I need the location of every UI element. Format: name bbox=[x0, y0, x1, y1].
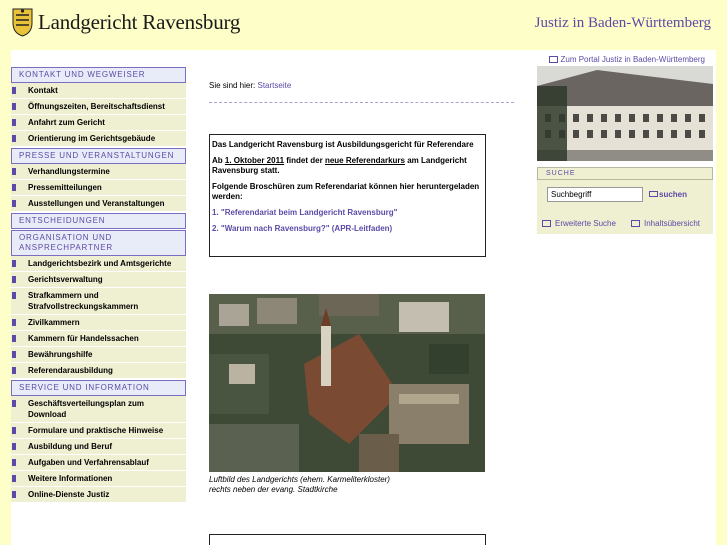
search-button[interactable] bbox=[649, 190, 687, 199]
nav-item-label: Kammern für Handelssachen bbox=[28, 334, 139, 343]
nav-item-label: Ausbildung und Beruf bbox=[28, 442, 112, 451]
nav-heading-service[interactable]: SERVICE UND INFORMATION bbox=[11, 380, 186, 396]
brochure-link-2[interactable]: 2. "Warum nach Ravensburg?" (APR-Leitfaden) bbox=[212, 224, 393, 233]
bullet-icon bbox=[12, 400, 16, 407]
nav-item-label: Geschäftsverteilungsplan zum Download bbox=[28, 399, 145, 419]
photo-caption bbox=[209, 475, 390, 495]
bullet-icon bbox=[12, 135, 16, 142]
bullet-icon bbox=[12, 427, 16, 434]
advanced-search-link[interactable] bbox=[542, 219, 616, 228]
portal-title[interactable]: Justiz in Baden-Württemberg bbox=[534, 15, 711, 31]
nav-item-label: Öffnungszeiten, Bereitschaftsdienst bbox=[28, 102, 165, 111]
search-button-label: suchen bbox=[659, 190, 688, 199]
nav-item-gerichtsverwaltung[interactable] bbox=[11, 272, 186, 288]
nav-item-ausstellungen[interactable] bbox=[11, 196, 186, 212]
coat-of-arms-icon bbox=[11, 7, 34, 37]
brochure-link-1[interactable]: 1. "Referendariat beim Landgericht Ravensburg" bbox=[212, 208, 398, 217]
bullet-icon bbox=[12, 87, 16, 94]
nav-heading-kontakt[interactable]: KONTAKT UND WEGWEISER bbox=[11, 67, 186, 83]
courthouse-photo-image bbox=[537, 66, 713, 161]
nav-item-label: Orientierung im Gerichtsgebäude bbox=[28, 134, 156, 143]
nav-item-pressemitteilungen[interactable] bbox=[11, 180, 186, 196]
nav-item-label: Referendarausbildung bbox=[28, 366, 113, 375]
nav-item-oeffnungszeiten[interactable] bbox=[11, 99, 186, 115]
infobox-intro: Das Landgericht Ravensburg ist Ausbildungsgericht für Referendare bbox=[212, 140, 474, 149]
bullet-icon bbox=[12, 119, 16, 126]
nav-item-handelssachen[interactable] bbox=[11, 331, 186, 347]
nav-item-label: Landgerichtsbezirk und Amtsgerichte bbox=[28, 259, 172, 268]
nav-item-weitere-informationen[interactable] bbox=[11, 471, 186, 487]
arrow-box-icon bbox=[542, 220, 551, 227]
search-panel bbox=[537, 167, 713, 234]
nav-section-presse bbox=[11, 148, 186, 212]
bullet-icon bbox=[12, 319, 16, 326]
bullet-icon bbox=[12, 335, 16, 342]
nav-item-label: Aufgaben und Verfahrensablauf bbox=[28, 458, 149, 467]
nav-section-service bbox=[11, 380, 186, 503]
bullet-icon bbox=[12, 103, 16, 110]
bullet-icon bbox=[12, 200, 16, 207]
nav-heading-presse[interactable]: PRESSE UND VERANSTALTUNGEN bbox=[11, 148, 186, 164]
nav-section-organisation bbox=[11, 230, 186, 379]
bullet-icon bbox=[12, 475, 16, 482]
infobox-course-text bbox=[212, 156, 483, 176]
referendarkurs-link[interactable]: neue Referendarkurs bbox=[324, 156, 405, 165]
search-heading: SUCHE bbox=[537, 167, 713, 180]
portal-link-label: Zum Portal Justiz in Baden-Württemberg bbox=[560, 55, 705, 64]
advanced-search-label: Erweiterte Suche bbox=[555, 219, 616, 228]
nav-item-anfahrt[interactable] bbox=[11, 115, 186, 131]
nav-item-label: Pressemitteilungen bbox=[28, 183, 102, 192]
nav-item-formulare[interactable] bbox=[11, 423, 186, 439]
nav-item-label: Ausstellungen und Veranstaltungen bbox=[28, 199, 165, 208]
nav-item-zivilkammern[interactable] bbox=[11, 315, 186, 331]
nav-item-ausbildung[interactable] bbox=[11, 439, 186, 455]
search-input[interactable] bbox=[547, 187, 643, 202]
nav-item-label: Bewährungshilfe bbox=[28, 350, 93, 359]
nav-item-label: Kontakt bbox=[28, 86, 58, 95]
content-box bbox=[209, 534, 486, 545]
infobox-text: Ab bbox=[212, 156, 225, 165]
photo-caption-line: rechts neben der evang. Stadtkirche bbox=[209, 485, 338, 494]
external-link-icon bbox=[549, 56, 558, 63]
bullet-icon bbox=[12, 459, 16, 466]
search-arrow-icon bbox=[649, 191, 658, 197]
nav-item-orientierung[interactable] bbox=[11, 131, 186, 147]
nav-item-label: Formulare und praktische Hinweise bbox=[28, 426, 164, 435]
nav-section-entscheidungen bbox=[11, 213, 186, 229]
page-content bbox=[11, 50, 716, 545]
bullet-icon bbox=[12, 367, 16, 374]
aerial-photo-image bbox=[209, 294, 485, 472]
bullet-icon bbox=[12, 443, 16, 450]
portal-link[interactable] bbox=[549, 55, 706, 64]
infobox-text: findet der bbox=[284, 156, 325, 165]
nav-item-online-dienste[interactable] bbox=[11, 487, 186, 503]
page-icon bbox=[631, 220, 640, 227]
bullet-icon bbox=[12, 276, 16, 283]
infobox-date: 1. Oktober 2011 bbox=[224, 156, 285, 165]
nav-item-verhandlungstermine[interactable] bbox=[11, 164, 186, 180]
bullet-icon bbox=[12, 260, 16, 267]
infobox-brochures-intro: Folgende Broschüren zum Referendariat können hier heruntergeladen werden: bbox=[212, 182, 480, 201]
nav-item-referendarausbildung[interactable] bbox=[11, 363, 186, 379]
toc-label: Inhaltsübersicht bbox=[644, 219, 701, 228]
divider bbox=[209, 102, 514, 103]
header bbox=[0, 0, 727, 50]
nav-item-geschaeftsverteilungsplan[interactable] bbox=[11, 396, 186, 423]
bullet-icon bbox=[12, 491, 16, 498]
nav-heading-organisation[interactable]: ORGANISATION UND ANSPRECHPARTNER bbox=[11, 230, 186, 256]
site-title[interactable]: Landgericht Ravensburg bbox=[38, 10, 241, 34]
nav-item-label: Gerichtsverwaltung bbox=[28, 275, 103, 284]
bullet-icon bbox=[12, 168, 16, 175]
toc-link[interactable] bbox=[631, 219, 700, 228]
nav-item-aufgaben[interactable] bbox=[11, 455, 186, 471]
nav-item-label: Verhandlungstermine bbox=[28, 167, 110, 176]
bullet-icon bbox=[12, 184, 16, 191]
breadcrumb bbox=[209, 81, 291, 90]
nav-item-label: Weitere Informationen bbox=[28, 474, 113, 483]
nav-item-label: Online-Dienste Justiz bbox=[28, 490, 110, 499]
nav-item-strafkammern[interactable] bbox=[11, 288, 186, 315]
nav-item-bewaehrungshilfe[interactable] bbox=[11, 347, 186, 363]
nav-heading-entscheidungen[interactable]: ENTSCHEIDUNGEN bbox=[11, 213, 186, 229]
bullet-icon bbox=[12, 351, 16, 358]
nav-section-kontakt bbox=[11, 67, 186, 147]
infobox-text: am Landgericht Ravensburg statt. bbox=[212, 156, 467, 175]
nav-item-label: Zivilkammern bbox=[28, 318, 80, 327]
breadcrumb-prefix: Sie sind hier: bbox=[209, 81, 256, 90]
nav-item-kontakt[interactable] bbox=[11, 83, 186, 99]
nav-item-label: Strafkammern und Strafvollstreckungskammern bbox=[28, 291, 139, 311]
referendar-infobox bbox=[209, 134, 486, 257]
nav-item-landgerichtsbezirk[interactable] bbox=[11, 256, 186, 272]
photo-caption-line: Luftbild des Landgerichts (ehem. Karmeliterkloster) bbox=[209, 475, 390, 484]
sidebar-nav bbox=[11, 66, 186, 503]
breadcrumb-link-startseite[interactable]: Startseite bbox=[257, 81, 292, 90]
bullet-icon bbox=[12, 292, 16, 299]
nav-item-label: Anfahrt zum Gericht bbox=[28, 118, 105, 127]
